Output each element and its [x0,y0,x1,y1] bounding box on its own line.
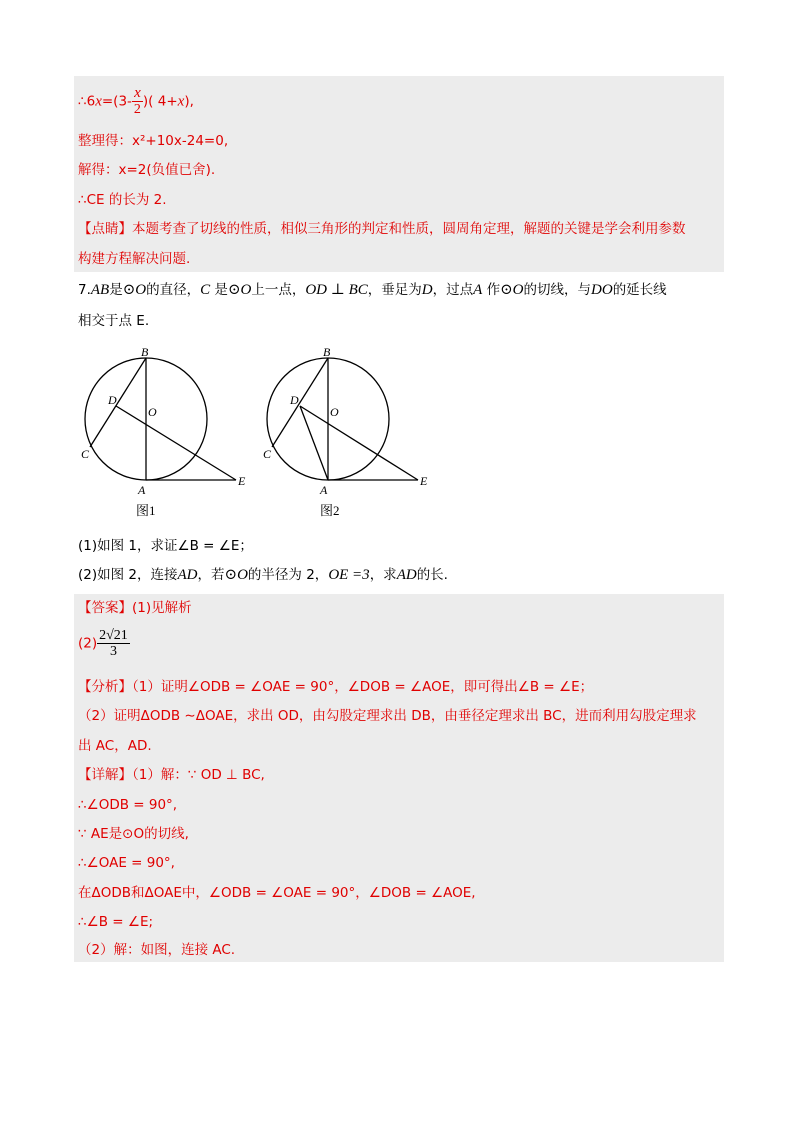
svg-text:A: A [320,483,328,497]
detail-line-5: 在ΔODB和ΔOAE中，∠ODB = ∠OAE = 90°，∠DOB = ∠AOE, [78,885,476,901]
svg-text:O: O [330,405,339,419]
svg-text:D: D [290,393,299,407]
svg-text:B: B [323,345,331,359]
ce-length-line: ∴CE 的长为 2. [78,192,167,208]
detail-line-4: ∴∠OAE = 90°, [78,855,175,871]
svg-text:图2: 图2 [320,503,340,518]
svg-text:D: D [108,393,117,407]
solve-line: 解得：x=2(负值已舍). [78,162,216,178]
fraction-x-over-2: $\frac{x}{2}$ [133,85,141,117]
problem-line-2: 相交于点 E. [78,313,150,329]
simplify-line: 整理得：x²+10x-24=0, [78,133,229,149]
svg-text:O: O [148,405,157,419]
figure-2-labels [263,345,428,518]
equation-line: ∴6x=(3- $\frac{x}{2}$ )( 4+x), [78,85,194,117]
svg-text:C: C [263,447,272,461]
question-1: (1)如图 1，求证∠B = ∠E； [78,538,253,554]
svg-text:C: C [81,447,90,461]
detail-line-3: ∵ AE是⊙O的切线, [78,826,189,842]
figure-2 [267,358,418,480]
detail-line-6: ∴∠B = ∠E; [78,914,154,930]
figure-1 [85,358,236,480]
fraction-answer: $\frac{2√21}{3}$ [99,628,128,659]
analysis-line-1: 【分析】（1）证明∠ODB = ∠OAE = 90°，∠DOB = ∠AOE，即可得出∠B = ∠E； [78,679,594,695]
comment-line-2: 构建方程解决问题. [78,251,191,267]
problem-line-1: 7.AB是⊙O的直径，C 是⊙O上一点，OD ⊥ BC，垂足为D，过点A 作⊙O的切线，与DO的延长线 [78,282,667,298]
detail-line-1: 【详解】（1）解：∵ OD ⊥ BC, [78,767,265,783]
figure-1-labels [81,345,246,518]
fig1-line-de [116,406,236,480]
analysis-line-3: 出 AC，AD. [78,738,152,754]
comment-line-1: 【点睛】本题考查了切线的性质，相似三角形的判定和性质，圆周角定理，解题的关键是学会利用参数 [78,221,686,237]
detail-line-7: （2）解：如图，连接 AC. [78,942,236,958]
detail-line-2: ∴∠ODB = 90°, [78,797,178,813]
geometry-figures [76,344,536,524]
svg-text:E: E [420,474,428,488]
fig2-segment-ad [300,406,328,480]
svg-text:图1: 图1 [136,503,156,518]
fig2-chord-bc [272,358,328,447]
question-2: (2)如图 2，连接AD，若⊙O的半径为 2，OE =3，求AD的长. [78,567,448,583]
svg-text:E: E [238,474,246,488]
analysis-line-2: （2）证明ΔODB ∼ΔOAE，求出 OD，由勾股定理求出 DB，由垂径定理求出 BC，进而利用勾股定理求 [78,708,697,724]
fig2-line-de [300,406,418,480]
svg-text:A: A [138,483,146,497]
answer-line-1: 【答案】(1)见解析 [78,600,192,616]
answer-line-2: (2) $\frac{2√21}{3}$ [78,628,128,659]
svg-text:B: B [141,345,149,359]
fig1-chord-bc [90,358,146,447]
